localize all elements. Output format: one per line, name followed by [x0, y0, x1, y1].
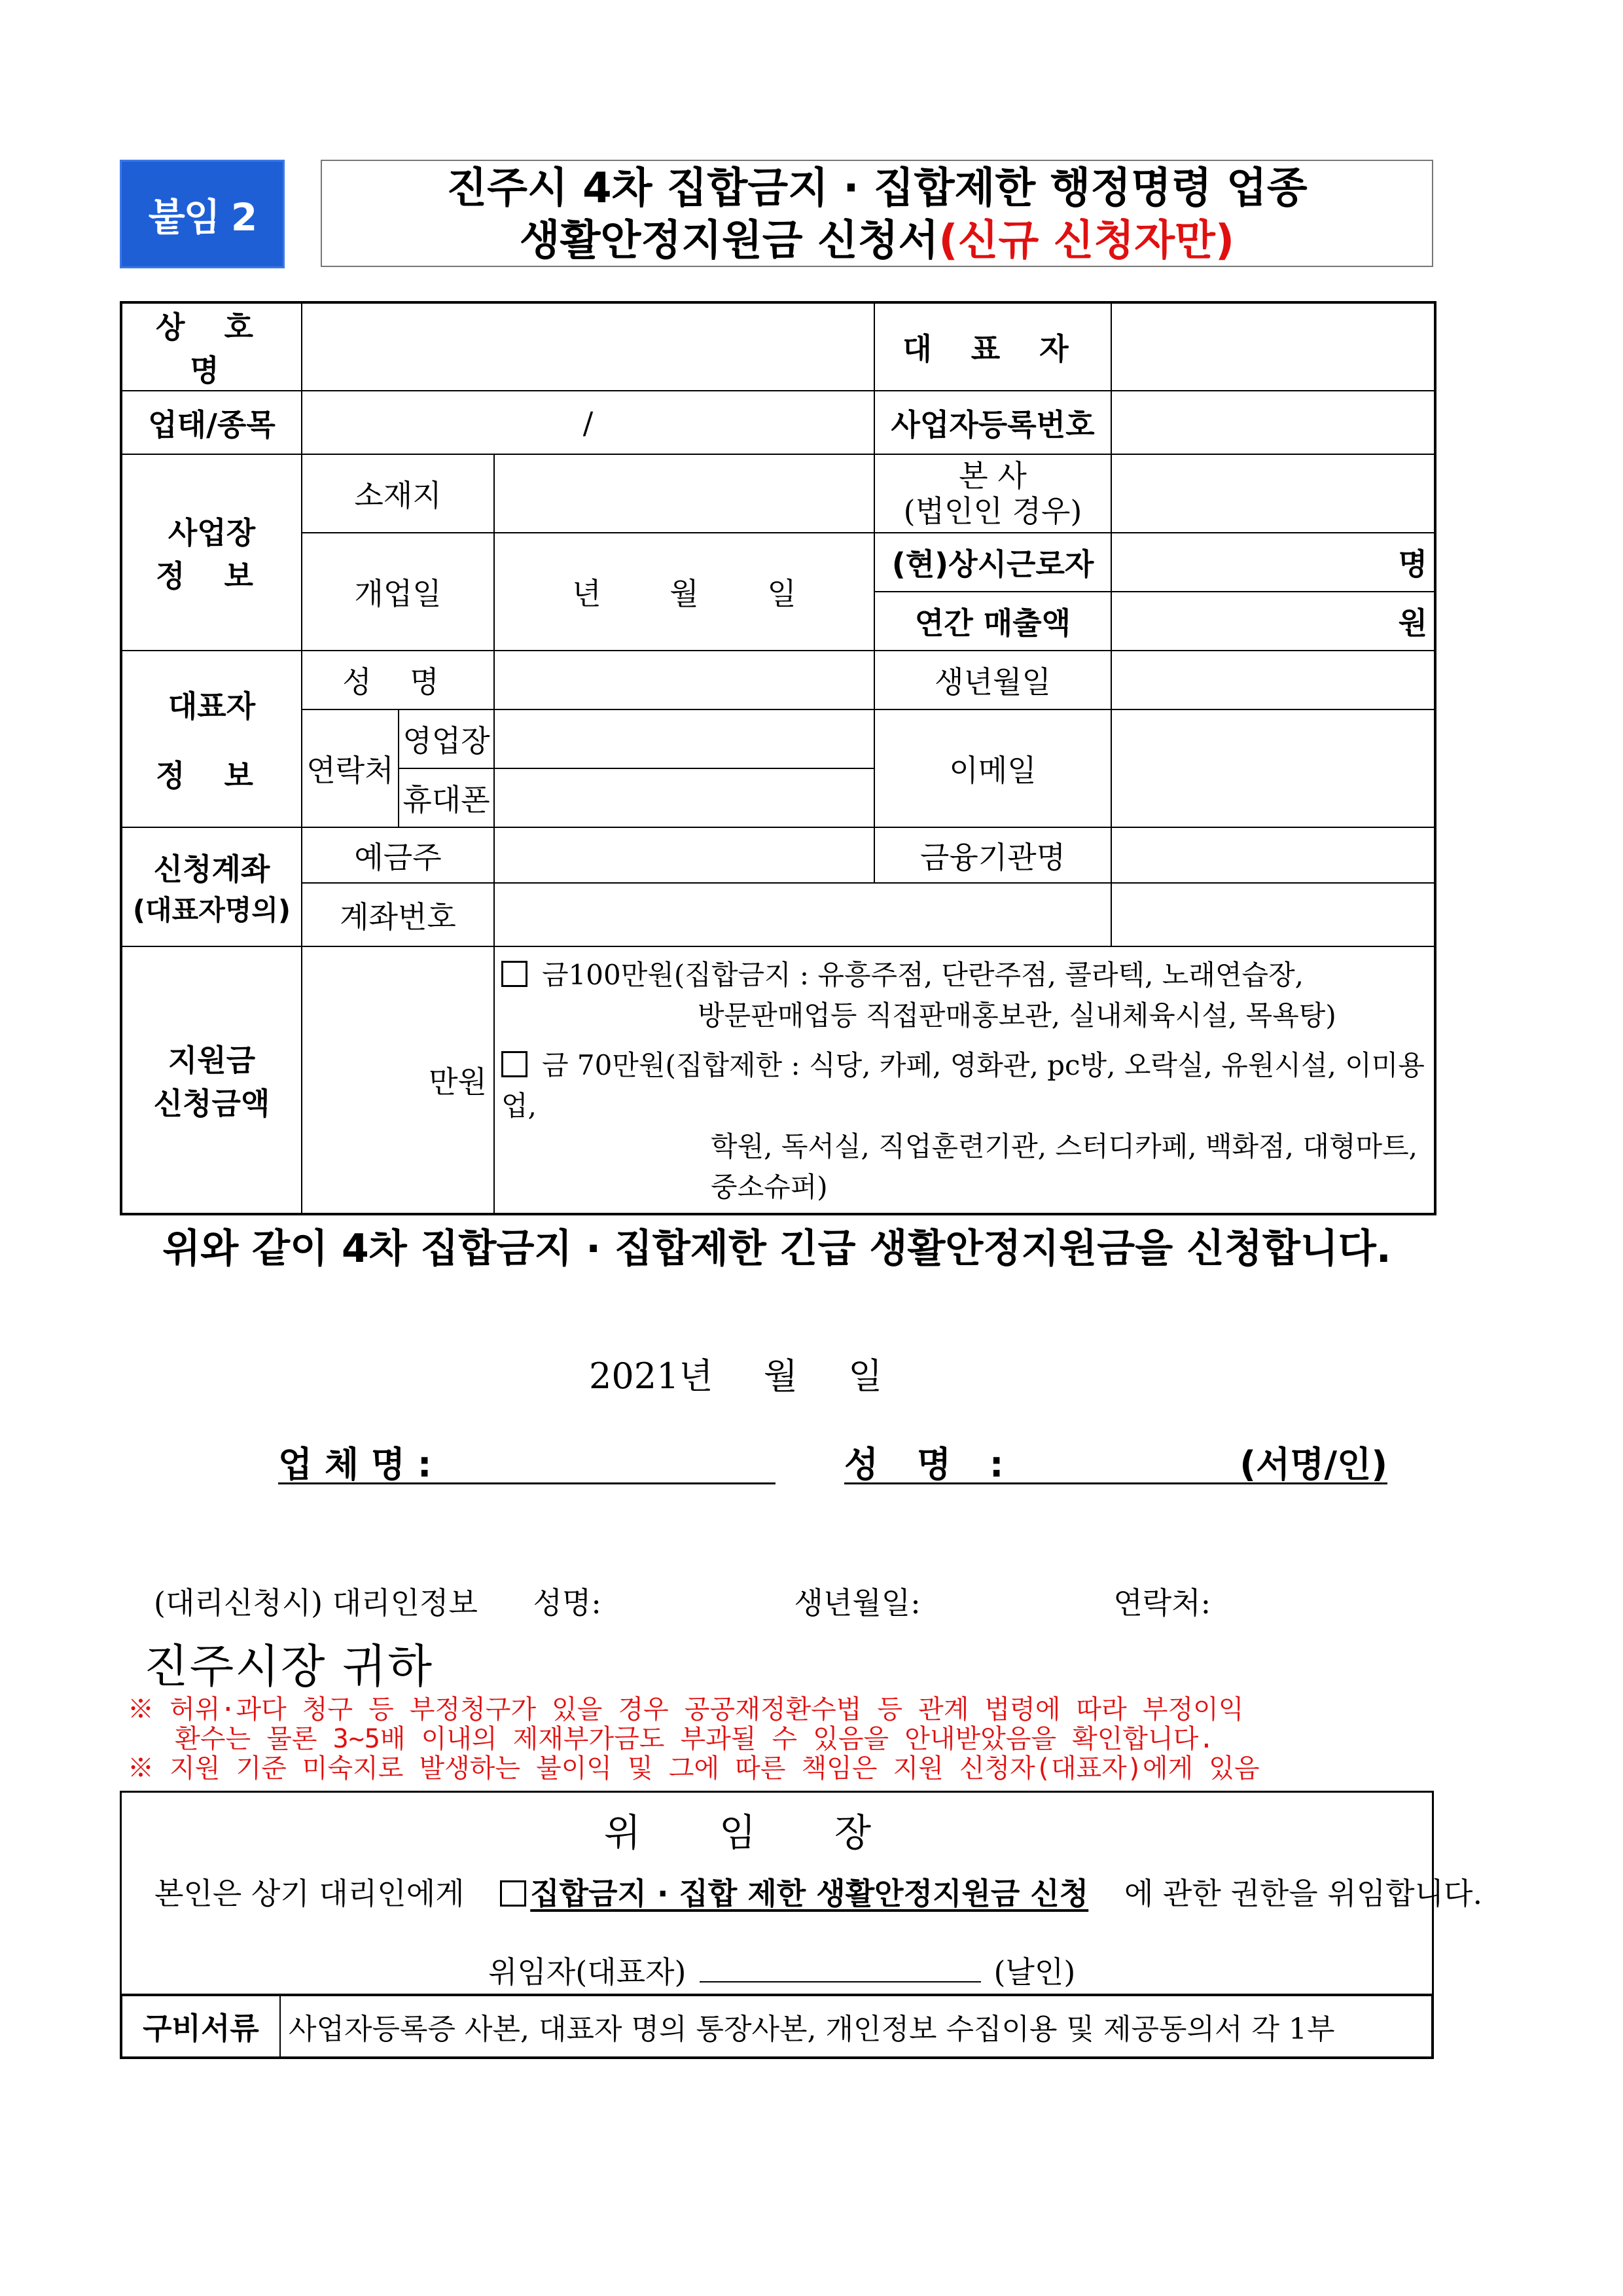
title-line-1: 진주시 4차 집합금지 · 집합제한 행정명령 업종	[446, 164, 1308, 213]
rep-name-field[interactable]	[494, 651, 874, 709]
power-of-attorney	[120, 1791, 1483, 1994]
location-label: 소재지	[302, 454, 494, 533]
application-form-table	[120, 301, 1436, 1215]
workplace-info-label: 사업장 정 보	[121, 454, 302, 651]
mandate-title: 위임장	[603, 1810, 950, 1855]
application-statement: 위와 같이 4차 집합금지 · 집합제한 긴급 생활안정지원금을 신청합니다.	[162, 1226, 1391, 1272]
holder-label: 예금주	[302, 827, 494, 883]
annual-sales-label: 연간 매출액	[874, 592, 1111, 651]
agent-birth-label: 생년월일:	[794, 1585, 921, 1621]
email-field[interactable]	[1111, 709, 1435, 827]
open-date-label: 개업일	[302, 533, 494, 651]
business-reg-no-field[interactable]	[1111, 391, 1435, 454]
rep-name-label: 성 명	[302, 651, 494, 709]
office-phone-field[interactable]	[494, 709, 874, 768]
required-documents	[120, 1994, 1434, 2059]
mandate-item: 집합금지 · 집합 제한 생활안정지원금 신청	[530, 1876, 1089, 1911]
attachment-badge: 붙임 2	[120, 160, 285, 268]
account-label: 신청계좌 (대표자명의)	[121, 827, 302, 946]
account-no-extra	[1111, 883, 1435, 946]
mobile-field[interactable]	[494, 768, 874, 827]
workers-field[interactable]: 명	[1111, 533, 1435, 592]
annual-sales-field[interactable]: 원	[1111, 592, 1435, 651]
open-date-field[interactable]: 년 월 일	[494, 533, 874, 651]
title-line-2	[322, 215, 1432, 267]
representative-field[interactable]	[1111, 302, 1435, 391]
representative-label: 대 표 자	[874, 302, 1111, 391]
company-name-label: 상 호 명	[121, 302, 302, 391]
head-office-field[interactable]	[1111, 454, 1435, 533]
bank-name-label: 금융기관명	[874, 827, 1111, 883]
addressee: 진주시장 귀하	[144, 1640, 433, 1693]
location-field[interactable]	[494, 454, 874, 533]
account-no-field[interactable]	[494, 883, 1111, 946]
amount-label: 지원금 신청금액	[121, 946, 302, 1214]
mandate-seal-label: (날인)	[993, 1954, 1076, 1990]
notes	[128, 1695, 1436, 1784]
documents-value: 사업자등록증 사본, 대표자 명의 통장사본, 개인정보 수집이용 및 제공동의서 각 1부	[289, 2013, 1335, 2046]
agent-contact-label: 연락처:	[1113, 1585, 1211, 1621]
bank-name-field[interactable]	[1111, 827, 1435, 883]
email-label: 이메일	[874, 709, 1111, 827]
rep-info-label: 대표자 정 보	[121, 651, 302, 827]
name-signature-line[interactable]	[844, 1437, 1387, 1484]
form-title	[321, 160, 1433, 267]
name-sign-label: 성 명 :	[844, 1444, 1017, 1485]
mandate-checkbox[interactable]	[500, 1880, 526, 1907]
business-type-field[interactable]: /	[302, 391, 874, 454]
workers-label: (현)상시근로자	[874, 533, 1111, 592]
note-3: ※ 지원 기준 미숙지로 발생하는 불이익 및 그에 따른 책임은 지원 신청자(대표자)에게 있음	[128, 1753, 1260, 1784]
checkbox-70[interactable]	[501, 1051, 527, 1077]
documents-label: 구비서류	[122, 1996, 281, 2056]
mandate-signer[interactable]: 위임자(대표자) (날인)	[488, 1954, 1076, 1990]
contact-label: 연락처	[302, 709, 399, 827]
head-office-label: 본 사 (법인인 경우)	[874, 454, 1111, 533]
mandate-text: 본인은 상기 대리인에게 집합금지 · 집합 제한 생활안정지원금 신청 에 관한 권한을 위임합니다.	[154, 1876, 1483, 1911]
agent-info	[154, 1579, 1332, 1623]
note-2: 환수는 물론 3~5배 이내의 제재부가금도 부과될 수 있음을 안내받았음을 확인합니다.	[128, 1724, 1215, 1754]
sign-seal-label: (서명/인)	[1240, 1444, 1387, 1485]
checkbox-100[interactable]	[501, 961, 527, 987]
business-type-label: 업태/종목	[121, 391, 302, 454]
birth-date-field[interactable]	[1111, 651, 1435, 709]
option-70[interactable]: 금 70만원(집합제한 : 식당, 카페, 영화관, pc방, 오락실, 유원시설, 이미용업,	[501, 1049, 1425, 1122]
agent-label: (대리신청시) 대리인정보	[154, 1585, 478, 1621]
account-no-label: 계좌번호	[302, 883, 494, 946]
office-phone-label: 영업장	[399, 709, 494, 768]
note-1: ※ 허위·과다 청구 등 부정청구가 있을 경우 공공재정환수법 등 관계 법령에 따라 부정이익	[128, 1695, 1244, 1725]
amount-field[interactable]: 만원	[302, 946, 494, 1214]
birth-date-label: 생년월일	[874, 651, 1111, 709]
amount-options	[494, 946, 1435, 1214]
title-main: 생활안정지원금 신청서	[519, 217, 939, 265]
mobile-label: 휴대폰	[399, 768, 494, 827]
holder-field[interactable]	[494, 827, 874, 883]
option-100-detail: 방문판매업등 직접판매홍보관, 실내체육시설, 목욕탕)	[698, 999, 1336, 1031]
company-name-field[interactable]	[302, 302, 874, 391]
company-sign-label: 업 체 명 :	[278, 1444, 432, 1485]
company-signature-line[interactable]	[278, 1437, 776, 1484]
agent-name-label: 성명:	[533, 1585, 601, 1621]
application-date[interactable]: 2021년 월 일	[589, 1355, 883, 1397]
business-reg-no-label: 사업자등록번호	[874, 391, 1111, 454]
title-new-applicants-only: (신규 신청자만)	[938, 217, 1235, 265]
option-70-detail: 학원, 독서실, 직업훈련기관, 스터디카페, 백화점, 대형마트, 중소슈퍼)	[711, 1130, 1418, 1203]
option-100[interactable]: 금100만원(집합금지 : 유흥주점, 단란주점, 콜라텍, 노래연습장,	[501, 955, 1427, 996]
